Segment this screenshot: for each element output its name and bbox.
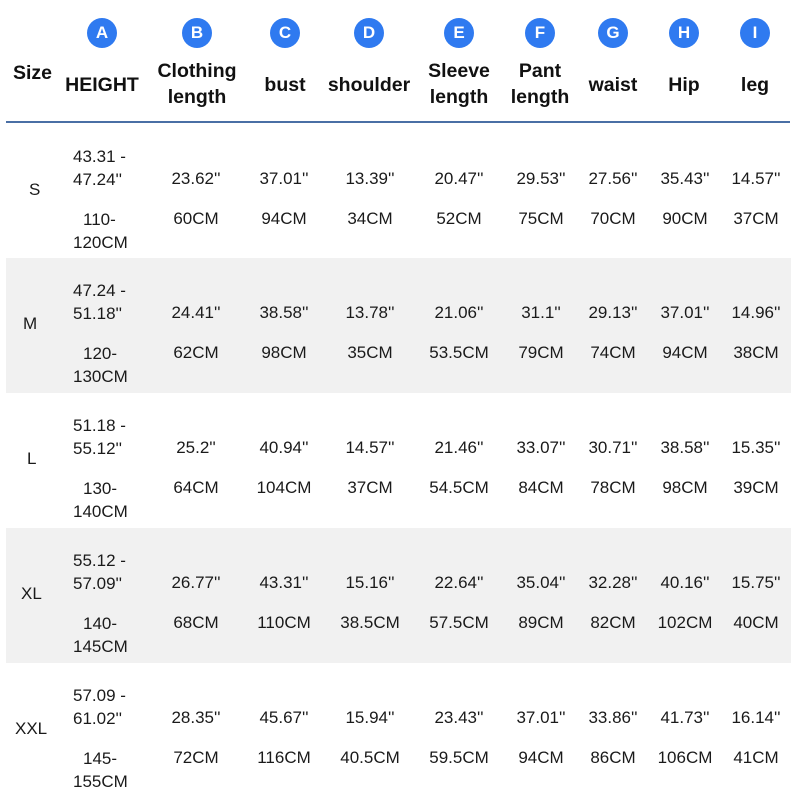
height-inches-line: 57.09 - — [73, 686, 126, 705]
header-line: length — [429, 86, 489, 108]
measurement-inches: 20.47'' — [434, 169, 484, 188]
size-chart-header — [0, 0, 800, 124]
height-inches-line: 47.24 - — [73, 281, 126, 300]
height-inches — [73, 549, 163, 595]
height-inches — [73, 684, 163, 730]
measurement-inches: 40.16'' — [660, 573, 710, 592]
measurement-inches: 14.96'' — [731, 303, 781, 322]
size-value: XL — [21, 584, 42, 603]
measurement-inches: 15.35'' — [731, 438, 781, 457]
measurement-inches: 21.46'' — [434, 438, 484, 457]
header-line: length — [510, 86, 570, 108]
measurement-inches: 35.43'' — [660, 169, 710, 188]
height-inches — [73, 279, 163, 325]
height-cm — [73, 612, 163, 658]
measurement-inches: 27.56'' — [588, 169, 638, 188]
measurement-inches: 28.35'' — [171, 708, 221, 727]
measurement-cm: 94CM — [261, 209, 307, 228]
measurement-inches: 31.1'' — [521, 303, 561, 322]
measurement-cm: 75CM — [518, 209, 564, 228]
measurement-cm: 57.5CM — [429, 613, 489, 632]
badge-g: G — [598, 18, 628, 48]
height-inches-line: 47.24'' — [73, 170, 123, 189]
height-inches-line: 57.09'' — [73, 574, 123, 593]
badge-h: H — [669, 18, 699, 48]
height-inches — [73, 145, 163, 191]
size-value: L — [27, 449, 37, 468]
measurement-inches: 37.01'' — [660, 303, 710, 322]
height-inches-line: 55.12'' — [73, 439, 123, 458]
height-cm-line: 130CM — [73, 367, 128, 386]
measurement-cm: 60CM — [173, 209, 219, 228]
measurement-inches: 14.57'' — [345, 438, 395, 457]
measurement-cm: 90CM — [662, 209, 708, 228]
measurement-cm: 86CM — [590, 748, 636, 767]
header-leg-label: leg — [740, 74, 770, 96]
measurement-inches: 15.16'' — [345, 573, 395, 592]
measurement-inches: 23.43'' — [434, 708, 484, 727]
measurement-inches: 37.01'' — [259, 169, 309, 188]
header-line: Pant — [518, 60, 562, 82]
height-cm-line: 145CM — [73, 637, 128, 656]
measurement-inches: 45.67'' — [259, 708, 309, 727]
table-row — [6, 528, 791, 663]
height-inches-line: 43.31 - — [73, 147, 126, 166]
measurement-inches: 29.53'' — [516, 169, 566, 188]
measurement-inches: 43.31'' — [259, 573, 309, 592]
measurement-inches: 32.28'' — [588, 573, 638, 592]
measurement-inches: 37.01'' — [516, 708, 566, 727]
measurement-inches: 16.14'' — [731, 708, 781, 727]
measurement-cm: 40.5CM — [340, 748, 400, 767]
measurement-inches: 33.86'' — [588, 708, 638, 727]
height-inches-line: 55.12 - — [73, 551, 126, 570]
height-inches-line: 61.02'' — [73, 709, 123, 728]
measurement-inches: 25.2'' — [176, 438, 216, 457]
height-cm-line: 120CM — [73, 233, 128, 252]
measurement-cm: 116CM — [257, 748, 311, 767]
measurement-cm: 102CM — [657, 613, 713, 632]
measurement-inches: 13.78'' — [345, 303, 395, 322]
badge-d: D — [354, 18, 384, 48]
header-hip-label: Hip — [668, 74, 700, 96]
measurement-cm: 98CM — [662, 478, 708, 497]
measurement-inches: 38.58'' — [259, 303, 309, 322]
header-shoulder-label: shoulder — [327, 74, 411, 96]
height-cm — [73, 477, 163, 523]
size-column-header: Size — [13, 62, 53, 84]
table-row — [6, 663, 791, 798]
measurement-cm: 84CM — [518, 478, 564, 497]
measurement-cm: 64CM — [173, 478, 219, 497]
measurement-inches: 41.73'' — [660, 708, 710, 727]
measurement-inches: 23.62'' — [171, 169, 221, 188]
measurement-inches: 22.64'' — [434, 573, 484, 592]
height-inches-line: 51.18 - — [73, 416, 126, 435]
badge-i: I — [740, 18, 770, 48]
measurement-inches: 21.06'' — [434, 303, 484, 322]
size-value: M — [23, 314, 38, 333]
measurement-inches: 13.39'' — [345, 169, 395, 188]
measurement-cm: 54.5CM — [429, 478, 489, 497]
size-value: S — [29, 180, 41, 199]
measurement-cm: 79CM — [518, 343, 564, 362]
size-value: XXL — [15, 719, 48, 738]
measurement-cm: 74CM — [590, 343, 636, 362]
badge-b: B — [182, 18, 212, 48]
measurement-cm: 41CM — [733, 748, 779, 767]
measurement-cm: 89CM — [518, 613, 564, 632]
height-cm — [73, 747, 163, 793]
measurement-cm: 38CM — [733, 343, 779, 362]
measurement-cm: 53.5CM — [429, 343, 489, 362]
measurement-cm: 40CM — [733, 613, 779, 632]
measurement-cm: 59.5CM — [429, 748, 489, 767]
height-inches — [73, 414, 163, 460]
measurement-cm: 37CM — [347, 478, 393, 497]
measurement-inches: 38.58'' — [660, 438, 710, 457]
header-height-label: HEIGHT — [65, 74, 139, 96]
measurement-cm: 37CM — [733, 209, 779, 228]
header-bust-label: bust — [264, 74, 306, 96]
measurement-inches: 40.94'' — [259, 438, 309, 457]
measurement-inches: 35.04'' — [516, 573, 566, 592]
measurement-inches: 14.57'' — [731, 169, 781, 188]
measurement-cm: 104CM — [256, 478, 312, 497]
measurement-inches: 15.75'' — [731, 573, 781, 592]
height-inches-line: 51.18'' — [73, 304, 123, 323]
header-waist-label: waist — [588, 74, 638, 96]
measurement-cm: 35CM — [347, 343, 393, 362]
badge-c: C — [270, 18, 300, 48]
measurement-cm: 110CM — [257, 613, 311, 632]
height-cm-line: 110- — [83, 210, 116, 229]
measurement-cm: 68CM — [173, 613, 219, 632]
header-divider — [6, 121, 790, 123]
badge-e: E — [444, 18, 474, 48]
measurement-cm: 38.5CM — [340, 613, 400, 632]
height-cm-line: 145- — [83, 749, 118, 768]
measurement-cm: 94CM — [662, 343, 708, 362]
height-cm — [73, 342, 163, 388]
height-cm-line: 140- — [83, 614, 118, 633]
badge-f: F — [525, 18, 555, 48]
measurement-cm: 82CM — [590, 613, 636, 632]
badge-a: A — [87, 18, 117, 48]
measurement-cm: 72CM — [173, 748, 219, 767]
measurement-inches: 15.94'' — [345, 708, 395, 727]
height-cm-line: 140CM — [73, 502, 128, 521]
measurement-cm: 94CM — [518, 748, 564, 767]
measurement-cm: 52CM — [436, 209, 482, 228]
table-row — [6, 393, 791, 528]
measurement-cm: 39CM — [733, 478, 779, 497]
measurement-inches: 24.41'' — [171, 303, 221, 322]
height-cm-line: 155CM — [73, 772, 128, 791]
header-line: length — [167, 86, 227, 108]
measurement-cm: 78CM — [590, 478, 636, 497]
measurement-cm: 106CM — [657, 748, 713, 767]
header-line: Sleeve — [428, 60, 490, 82]
measurement-inches: 26.77'' — [171, 573, 221, 592]
header-line: Clothing — [157, 60, 237, 82]
measurement-inches: 30.71'' — [588, 438, 638, 457]
measurement-cm: 98CM — [261, 343, 307, 362]
table-row — [6, 258, 791, 393]
measurement-inches: 29.13'' — [588, 303, 638, 322]
measurement-inches: 33.07'' — [516, 438, 566, 457]
measurement-cm: 62CM — [173, 343, 219, 362]
height-cm-line: 120- — [83, 344, 118, 363]
table-row — [6, 124, 791, 259]
height-cm-line: 130- — [83, 479, 118, 498]
measurement-cm: 34CM — [347, 209, 393, 228]
measurement-cm: 70CM — [590, 209, 636, 228]
height-cm — [73, 208, 163, 254]
